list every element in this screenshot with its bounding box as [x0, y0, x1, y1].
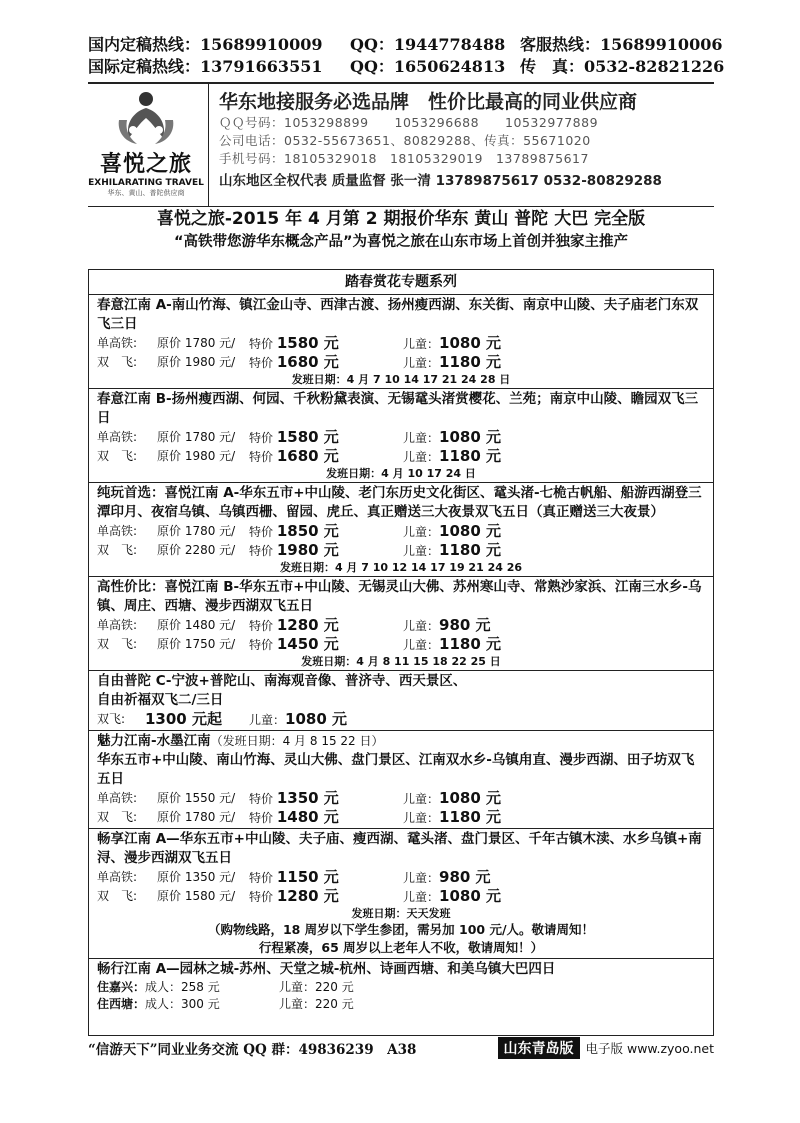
transport-label: 双飞:	[97, 712, 126, 726]
original-price: 原价 1980 元/	[157, 355, 236, 369]
price-row	[97, 710, 705, 729]
transport-label: 双 飞:	[97, 637, 138, 651]
special-label: 特价	[249, 871, 277, 885]
child-price: 1180 元	[439, 447, 501, 465]
shopping-notice: （购物线路，18 周岁以下学生参团，需另加 100 元/人。敬请周知！	[207, 922, 595, 937]
service-hotline: 客服热线：15689910006	[520, 35, 723, 54]
tour-title: 魅力江南-水墨江南	[97, 733, 211, 749]
transport-label: 单高铁:	[97, 791, 138, 805]
departure-dates: 发班日期：天天发班	[351, 907, 451, 920]
child-price: 1180 元	[439, 635, 501, 653]
transport-label: 单高铁:	[97, 430, 138, 444]
banner-contact	[208, 84, 715, 206]
child-label: 儿童：	[403, 356, 440, 370]
child-price: 1180 元	[439, 541, 501, 559]
edition-badge: 山东青岛版	[498, 1037, 580, 1059]
price-row	[97, 541, 705, 560]
special-price: 1150 元	[276, 868, 339, 886]
special-label: 特价	[249, 356, 277, 370]
child-price: 1080 元	[439, 789, 501, 807]
original-price: 原价 1980 元/	[157, 449, 236, 463]
price-row	[97, 887, 705, 906]
special-label: 特价	[249, 544, 277, 558]
special-label: 特价	[249, 619, 277, 633]
transport-label: 双 飞:	[97, 810, 138, 824]
child-label: 儿童：	[403, 544, 440, 558]
tour-block-putuo	[89, 671, 713, 731]
banner-mobile: 手机号码：18105329018 18105329019 13789875617	[219, 151, 589, 166]
footer-qq-group: “信游天下”同业业务交流 QQ 群：49836239 A38	[88, 1042, 417, 1058]
adult-price: 258 元	[181, 980, 220, 994]
special-price: 1280 元	[276, 887, 339, 905]
price-row	[97, 447, 705, 466]
adult-label: 成人：	[145, 997, 182, 1011]
logo-english-name: EXHILARATING TRAVEL	[88, 178, 204, 188]
child-price: 1080 元	[439, 887, 501, 905]
tour-description: 华东五市+中山陵、南山竹海、灵山大佛、盘门景区、江南双水乡-乌镇甪直、漫步西湖、田子坊双飞五日	[97, 752, 695, 787]
transport-label: 单高铁:	[97, 524, 138, 538]
adult-price: 300 元	[181, 997, 220, 1011]
special-label: 特价	[249, 638, 277, 652]
tour-block-charm	[89, 731, 713, 829]
child-price: 980 元	[439, 868, 491, 886]
logo-chinese-name: 喜悦之旅	[99, 152, 192, 177]
child-price: 1180 元	[439, 808, 501, 826]
special-price: 1280 元	[276, 616, 339, 634]
hotlines	[88, 34, 725, 78]
special-price: 1350 元	[276, 789, 339, 807]
tour-block-bus	[89, 959, 713, 1014]
price-row	[97, 635, 705, 654]
tour-block	[89, 483, 713, 577]
price-row	[97, 334, 705, 353]
child-price: 1080 元	[285, 710, 347, 728]
original-price: 原价 1780 元/	[157, 810, 236, 824]
special-label: 特价	[249, 337, 277, 351]
price-row	[97, 868, 705, 887]
tour-title-continued: 自由祈福双飞二/三日	[97, 692, 224, 708]
special-price: 1850 元	[276, 522, 339, 540]
original-price: 原价 1780 元/	[157, 430, 236, 444]
child-label: 儿童：	[279, 997, 316, 1011]
special-price: 1300 元起	[145, 710, 222, 728]
child-label: 儿童：	[403, 337, 440, 351]
child-price: 220 元	[315, 980, 354, 994]
special-label: 特价	[249, 525, 277, 539]
page-subtitle: “高铁带您游华东概念产品”为喜悦之旅在山东市场上首创并独家主推产	[173, 234, 629, 250]
price-row	[97, 789, 705, 808]
price-row	[97, 616, 705, 635]
departure-dates: 发班日期：4 月 7 10 14 17 21 24 28 日	[291, 373, 511, 386]
price-row	[97, 808, 705, 827]
departure-dates: 发班日期：4 月 8 11 15 18 22 25 日	[301, 655, 501, 668]
child-price: 1080 元	[439, 428, 501, 446]
original-price: 原价 1780 元/	[157, 524, 236, 538]
child-label: 儿童：	[403, 890, 440, 904]
original-price: 原价 1350 元/	[157, 870, 236, 884]
page-title: 喜悦之旅-2015 年 4 月第 2 期报价华东 黄山 普陀 大巴 完全版	[156, 209, 646, 229]
special-price: 1580 元	[276, 428, 339, 446]
special-price: 1680 元	[276, 447, 339, 465]
original-price: 原价 1580 元/	[157, 889, 236, 903]
transport-label: 双 飞:	[97, 543, 138, 557]
special-price: 1680 元	[276, 353, 339, 371]
tree-logo-icon	[111, 90, 181, 146]
child-label: 儿童：	[403, 638, 440, 652]
special-price: 1980 元	[276, 541, 339, 559]
original-price: 原价 1780 元/	[157, 336, 236, 350]
departure-dates: 发班日期：4 月 7 10 12 14 17 19 21 24 26	[279, 561, 523, 574]
original-price: 原价 2280 元/	[157, 543, 236, 557]
child-label: 儿童：	[403, 431, 440, 445]
child-price: 1180 元	[439, 353, 501, 371]
tour-title: 春意江南 A-南山竹海、镇江金山寺、西津古渡、扬州瘦西湖、东关街、南京中山陵、夫子庙老门东双飞三日	[97, 297, 699, 332]
domestic-hotline: 国内定稿热线：15689910009	[88, 35, 323, 54]
child-price: 1080 元	[439, 522, 501, 540]
child-label: 儿童：	[279, 980, 316, 994]
price-row	[97, 428, 705, 447]
child-label: 儿童：	[403, 525, 440, 539]
price-table	[88, 269, 714, 1036]
qq-number: QQ：1944778488	[350, 35, 506, 54]
special-label: 特价	[249, 811, 277, 825]
transport-label: 双 飞:	[97, 889, 138, 903]
stay-label: 住嘉兴：	[97, 980, 146, 994]
child-label: 儿童：	[403, 450, 440, 464]
special-label: 特价	[249, 890, 277, 904]
logo-tagline: 华东、黄山、普陀供应商	[107, 189, 185, 197]
banner-qq: ＱＱ号码：1053298899 1053296688 10532977889	[219, 115, 599, 130]
tour-block	[89, 295, 713, 389]
company-banner	[88, 82, 714, 207]
departure-dates: （发班日期：4 月 8 15 22 日）	[210, 734, 384, 748]
child-price: 1080 元	[439, 334, 501, 352]
transport-label: 单高铁:	[97, 618, 138, 632]
special-label: 特价	[249, 450, 277, 464]
price-row	[97, 979, 705, 996]
child-price: 220 元	[315, 997, 354, 1011]
price-row	[97, 353, 705, 372]
transport-label: 单高铁:	[97, 870, 138, 884]
original-price: 原价 1480 元/	[157, 618, 236, 632]
section-header: 踏春赏花专题系列	[89, 270, 713, 295]
child-label: 儿童：	[403, 619, 440, 633]
child-label: 儿童：	[403, 792, 440, 806]
special-price: 1450 元	[276, 635, 339, 653]
child-label: 儿童：	[403, 871, 440, 885]
special-label: 特价	[249, 431, 277, 445]
hotline-row	[88, 34, 723, 56]
banner-phone: 公司电话：0532-55673651、80829288、传真：55671020	[219, 133, 591, 148]
age-notice: 行程紧凑，65 周岁以上老年人不收，敬请周知！）	[258, 940, 544, 955]
child-price: 980 元	[439, 616, 491, 634]
tour-block-enjoy	[89, 829, 713, 959]
fax-number: 传 真：0532-82821226	[520, 57, 725, 76]
original-price: 原价 1750 元/	[157, 637, 236, 651]
banner-slogan: 华东地接服务必选品牌 性价比最高的同业供应商	[219, 91, 638, 113]
original-price: 原价 1550 元/	[157, 791, 236, 805]
qq-number: QQ：1650624813	[350, 57, 506, 76]
price-row	[97, 996, 705, 1013]
special-label: 特价	[249, 792, 277, 806]
banner-agent: 山东地区全权代表 质量监督 张一清 13789875617 0532-80829288	[219, 173, 662, 189]
departure-dates: 发班日期：4 月 10 17 24 日	[326, 467, 476, 480]
tour-block	[89, 577, 713, 671]
transport-label: 单高铁:	[97, 336, 138, 350]
transport-label: 双 飞:	[97, 355, 138, 369]
tour-title: 自由普陀 C-宁波+普陀山、南海观音像、普济寺、西天景区、	[97, 673, 467, 689]
company-logo	[88, 88, 204, 204]
hotline-row	[88, 56, 725, 78]
stay-label: 住西塘：	[97, 997, 146, 1011]
child-label: 儿童：	[249, 713, 286, 727]
website-link[interactable]: 电子版 www.zyoo.net	[585, 1041, 714, 1056]
tour-title: 纯玩首选：喜悦江南 A-华东五市+中山陵、老门东历史文化街区、鼋头渚-七桅古帆船、船游西湖登三潭印月、夜宿乌镇、乌镇西栅、留园、虎丘、真正赠送三大夜景双飞五日（真正赠送三大夜景）	[97, 485, 702, 520]
price-row	[97, 522, 705, 541]
child-label: 儿童：	[403, 811, 440, 825]
tour-title: 高性价比：喜悦江南 B-华东五市+中山陵、无锡灵山大佛、苏州寒山寺、常熟沙家浜、江南三水乡-乌镇、周庄、西塘、漫步西湖双飞五日	[97, 579, 702, 614]
transport-label: 双 飞:	[97, 449, 138, 463]
tour-block	[89, 389, 713, 483]
tour-title: 春意江南 B-扬州瘦西湖、何园、千秋粉黛表演、无锡鼋头渚赏樱花、兰苑；南京中山陵、瞻园双飞三日	[97, 391, 699, 426]
international-hotline: 国际定稿热线：13791663551	[88, 57, 323, 76]
tour-title: 畅行江南 A—园林之城-苏州、天堂之城-杭州、诗画西塘、和美乌镇大巴四日	[97, 961, 556, 977]
special-price: 1480 元	[276, 808, 339, 826]
adult-label: 成人：	[145, 980, 182, 994]
special-price: 1580 元	[276, 334, 339, 352]
tour-title: 畅享江南 A—华东五市+中山陵、夫子庙、瘦西湖、鼋头渚、盘门景区、千年古镇木渎、水乡乌镇+南浔、漫步西湖双飞五日	[97, 831, 702, 866]
page-footer	[88, 1037, 714, 1059]
